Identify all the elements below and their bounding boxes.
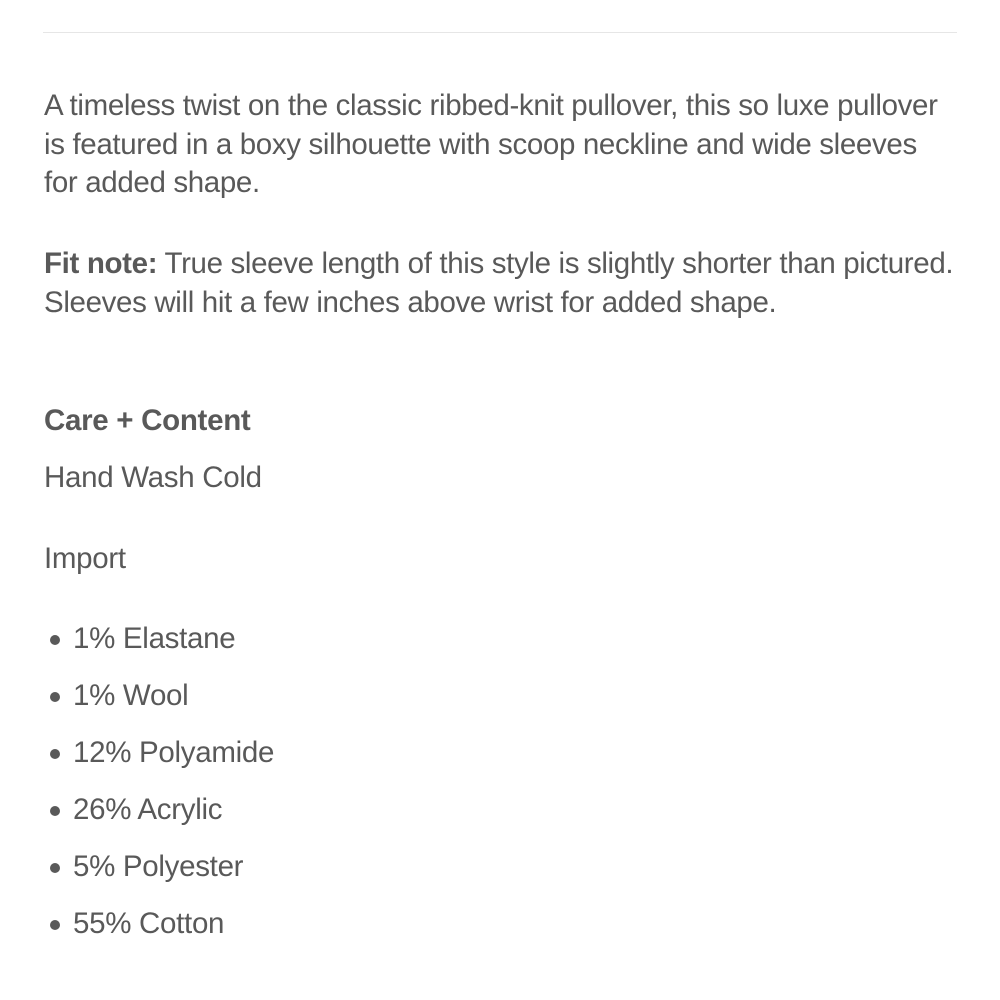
fit-note-label: Fit note: bbox=[44, 247, 158, 280]
material-label: 12% Polyamide bbox=[73, 736, 275, 769]
fit-note-text: True sleeve length of this style is slightly shorter than pictured. Sleeves will hit a few inches above wrist for added shape. bbox=[44, 247, 954, 319]
material-label: 55% Cotton bbox=[73, 907, 225, 940]
material-item bbox=[44, 791, 274, 848]
material-item bbox=[44, 848, 274, 905]
material-label: 1% Wool bbox=[73, 679, 189, 712]
material-label: 5% Polyester bbox=[73, 850, 244, 883]
material-item bbox=[44, 905, 274, 962]
bullet-icon bbox=[50, 806, 60, 816]
fit-note bbox=[44, 245, 956, 322]
bullet-icon bbox=[50, 863, 60, 873]
material-item bbox=[44, 734, 274, 791]
bullet-icon bbox=[50, 635, 60, 645]
care-instructions: Hand Wash Cold bbox=[44, 461, 262, 494]
section-divider bbox=[43, 32, 957, 33]
care-content-heading: Care + Content bbox=[44, 404, 251, 437]
material-label: 26% Acrylic bbox=[73, 793, 223, 826]
product-description: A timeless twist on the classic ribbed-knit pullover, this so luxe pullover is featured in a boxy silhouette with scoop neckline and wide sleeves for added shape. bbox=[44, 89, 938, 199]
material-label: 1% Elastane bbox=[73, 622, 236, 655]
bullet-icon bbox=[50, 920, 60, 930]
origin-label: Import bbox=[44, 542, 126, 575]
material-item bbox=[44, 677, 274, 734]
bullet-icon bbox=[50, 749, 60, 759]
material-list bbox=[44, 620, 274, 962]
material-item bbox=[44, 620, 274, 677]
bullet-icon bbox=[50, 692, 60, 702]
